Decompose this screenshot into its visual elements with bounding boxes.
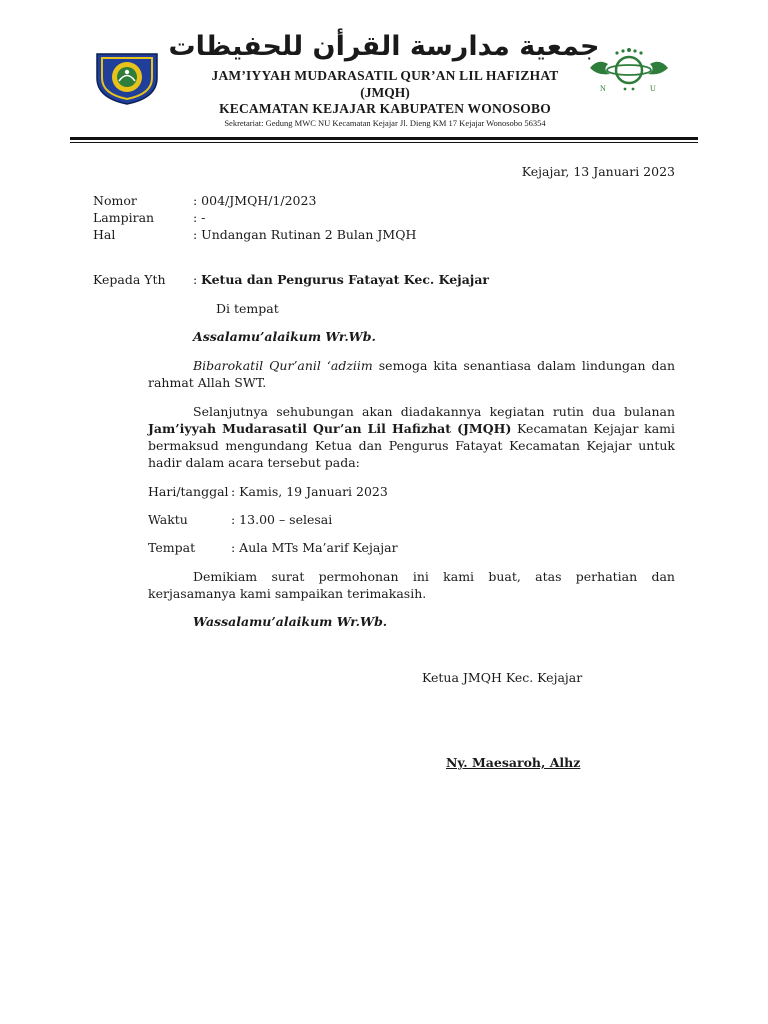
detail-label-place: Tempat (148, 540, 196, 555)
detail-label-date: Hari/tanggal (148, 484, 229, 499)
field-value-nomor: : 004/JMQH/1/2023 (193, 193, 317, 208)
organization-name: JAM’IYYAH MUDARASATIL QUR’AN LIL HAFIZHAT (211, 68, 559, 83)
letter-date: Kejajar, 13 Januari 2023 (521, 164, 675, 179)
recipient-label: Kepada Yth (93, 272, 166, 287)
invitation-paragraph-start: Selanjutnya sehubungan akan diadakannya kegiatan rutin dua bulanan (193, 404, 675, 419)
opening-paragraph-italic: Bibarokatil Qur’anil ‘adziim (193, 358, 373, 373)
invitation-paragraph-end: Kecamatan Kejajar kami bermaksud mengundang Ketua dan Pengurus Fatayat Kecamatan Kejajar untuk hadir dalam acara tersebut pada: (148, 421, 675, 470)
opening-paragraph (148, 357, 675, 391)
recipient-place: Di tempat (216, 301, 279, 316)
field-value-hal: : Undangan Rutinan 2 Bulan JMQH (193, 227, 417, 242)
detail-value-time: : 13.00 – selesai (231, 512, 333, 527)
nu-logo-letter-n: N (600, 84, 606, 93)
farewell: Wassalamu’alaikum Wr.Wb. (193, 614, 388, 629)
letterhead-rule-thick (70, 137, 698, 140)
field-label-nomor: Nomor (93, 193, 137, 208)
organization-abbreviation: (JMQH) (360, 85, 410, 100)
closing-paragraph: Demikiam surat permohonan ini kami buat, atas perhatian dan kerjasamanya kami sampaikan terimakasih. (148, 569, 675, 601)
greeting: Assalamu’alaikum Wr.Wb. (193, 329, 376, 344)
field-value-lampiran: : - (193, 210, 206, 225)
recipient-colon: : (193, 272, 198, 287)
letterhead-rule-thin (70, 142, 698, 143)
secretariat-address: Sekretariat: Gedung MWC NU Kecamatan Kejajar Jl. Dieng KM 17 Kejajar Wonosobo 56354 (224, 118, 546, 128)
signature-name: Ny. Maesaroh, Alhz (446, 755, 581, 770)
detail-value-date: : Kamis, 19 Januari 2023 (231, 484, 388, 499)
field-label-hal: Hal (93, 227, 116, 242)
organization-region: KECAMATAN KEJAJAR KABUPATEN WONOSOBO (219, 101, 551, 116)
invitation-paragraph-org: Jam’iyyah Mudarasatil Qur’an Lil Hafizhat (JMQH) (148, 421, 512, 436)
nu-logo (584, 48, 674, 98)
detail-value-place: : Aula MTs Ma’arif Kejajar (231, 540, 398, 555)
arabic-title: جمعية مدارسة القرأن للحفيظات (168, 31, 600, 62)
invitation-paragraph (148, 403, 675, 471)
field-label-lampiran: Lampiran (93, 210, 155, 225)
nu-logo-letter-u: U (650, 84, 656, 93)
signature-title: Ketua JMQH Kec. Kejajar (422, 670, 583, 685)
opening-paragraph-text: semoga kita senantiasa dalam lindungan dan rahmat Allah SWT. (148, 358, 675, 390)
recipient-name: Ketua dan Pengurus Fatayat Kec. Kejajar (201, 272, 490, 287)
detail-label-time: Waktu (148, 512, 188, 527)
